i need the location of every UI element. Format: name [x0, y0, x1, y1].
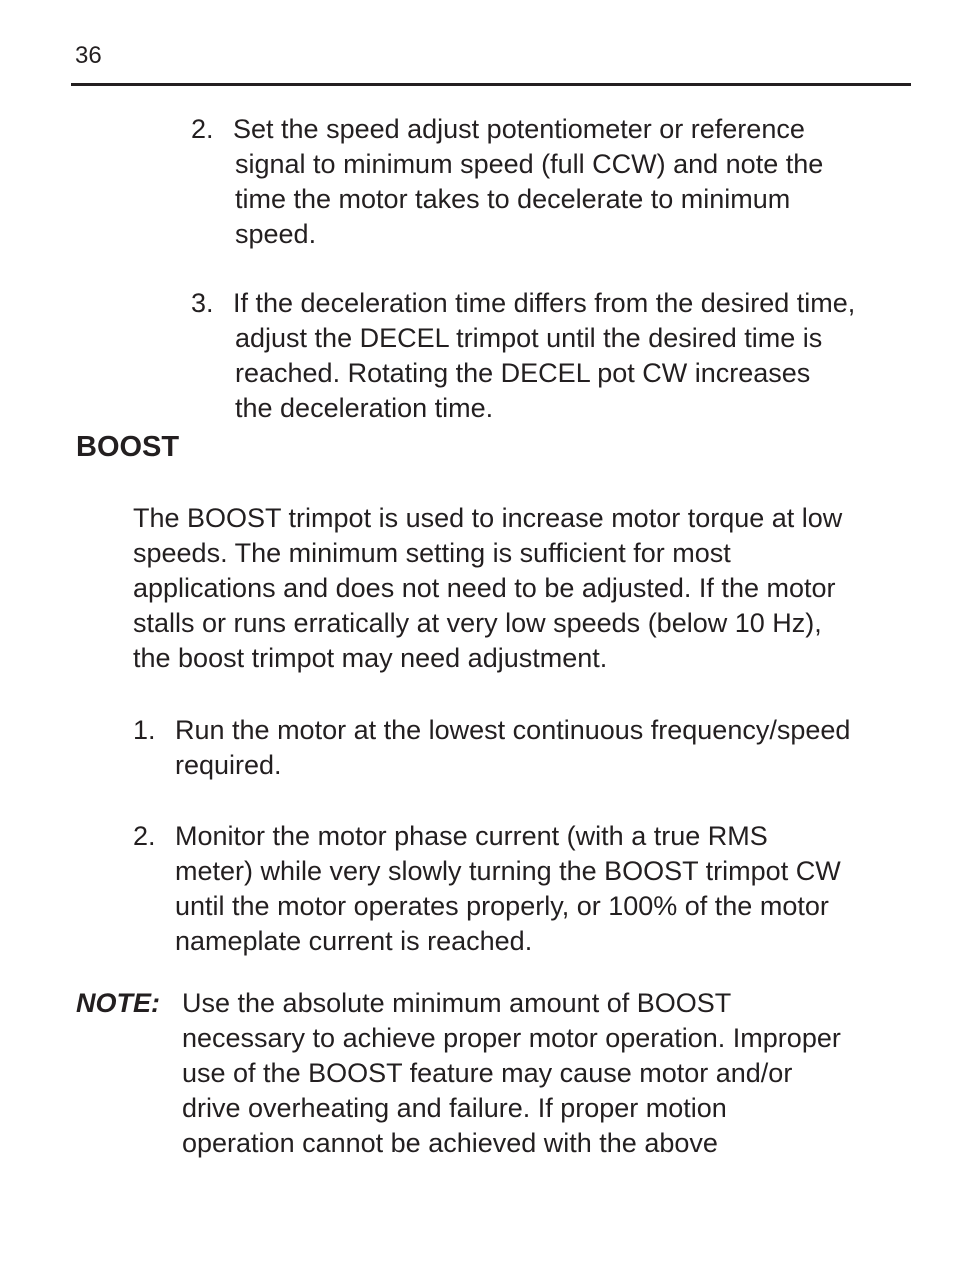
decel-step-2	[191, 112, 911, 252]
step-text: If the deceleration time differs from the desired time, adjust the DECEL trimpot until the desired time is reached. Rotating the DECEL pot CW increases the deceleration time.	[233, 288, 856, 423]
step-number: 2.	[133, 821, 156, 851]
header-divider	[71, 83, 911, 86]
note-text: Use the absolute minimum amount of BOOST necessary to achieve proper motor operation. Improper use of the BOOST feature may cause motor and/or drive overheating and failure. If proper motion operation cannot be achieved with the above	[182, 988, 841, 1158]
note-label: NOTE:	[76, 988, 160, 1018]
step-number: 2.	[191, 114, 214, 144]
decel-step-3	[191, 286, 911, 426]
step-number: 1.	[133, 715, 156, 745]
step-text: Set the speed adjust potentiometer or reference signal to minimum speed (full CCW) and note the time the motor takes to decelerate to minimum speed.	[233, 114, 824, 249]
step-number: 3.	[191, 288, 214, 318]
section-heading-boost: BOOST	[76, 431, 180, 463]
page-number: 36	[75, 42, 102, 69]
boost-intro-paragraph: The BOOST trimpot is used to increase motor torque at low speeds. The minimum setting is sufficient for most applications and does not need to be adjusted. If the motor stalls or runs erratically at very low speeds (below 10 Hz), the boost trimpot may need adjustment.	[133, 503, 843, 673]
boost-step-2	[133, 819, 913, 959]
step-text: Monitor the motor phase current (with a true RMS meter) while very slowly turning the BOOST trimpot CW until the motor operates properly, or 100% of the motor nameplate current is reached.	[175, 821, 841, 956]
boost-step-1	[133, 713, 913, 783]
step-text: Run the motor at the lowest continuous frequency/speed required.	[175, 715, 851, 780]
